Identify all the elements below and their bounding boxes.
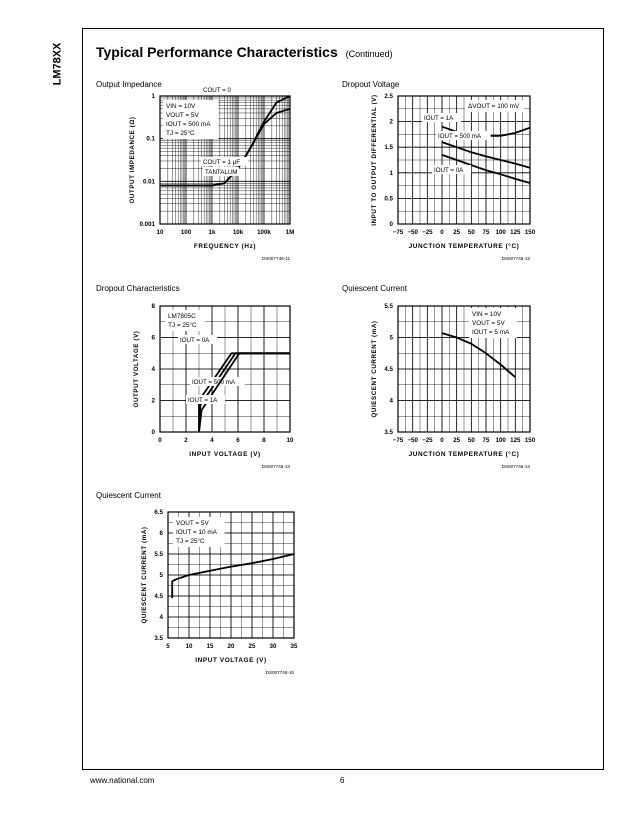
chart-title-quiescent-current-vin: Quiescent Current [96,491,161,500]
legend-line: TJ = 25°C [176,538,205,545]
chart-dropout-characteristics [118,298,328,476]
legend-line: IOUT = 10 mA [176,529,217,536]
x-tick-label: 100k [257,229,271,236]
x-tick-label: 10 [286,437,294,444]
x-tick-label: −75 [392,229,404,236]
legend-line: IOUT = 500 mA [166,121,211,128]
x-tick-label: 35 [290,643,298,650]
side-label-text: LM78XX [51,42,64,86]
x-tick-label: 8 [262,437,266,444]
legend-line: VOUT = 5V [472,320,505,327]
footer-url: www.national.com [90,776,155,785]
y-tick-label: 5.5 [154,551,163,558]
chart-output-impedance [118,88,328,270]
legend-line: LM7805C [168,313,196,320]
x-axis-label: INPUT VOLTAGE (V) [189,451,261,458]
y-tick-label: 6 [151,334,155,342]
series-label: IOUT = 0A [434,167,464,174]
y-tick-label: 5 [159,572,163,579]
x-tick-label: 25 [453,229,461,236]
x-tick-label: 150 [524,229,536,236]
legend-line: VIN = 10V [472,311,502,318]
y-tick-label: 0.01 [142,178,155,186]
x-tick-label: 6 [236,437,240,444]
series-line-1 [172,554,294,598]
chart-quiescent-current-vin [118,504,328,682]
legend-line: IOUT = 5 mA [472,329,510,336]
x-tick-label: 10k [232,229,244,236]
y-tick-label: 0.001 [139,221,155,228]
series-label: IOUT = 1A [424,115,454,122]
x-tick-label: 100 [495,437,506,444]
x-tick-label: 1k [208,229,216,236]
y-axis-label: OUTPUT IMPEDANCE (Ω) [129,116,136,204]
x-tick-label: −50 [407,229,418,236]
x-tick-label: 1M [285,229,295,236]
series-label: COUT = 1 μF [203,159,240,166]
y-tick-label: 6 [159,530,163,537]
chart-title-quiescent-current-temp: Quiescent Current [342,284,407,293]
chart-title-output-impedance: Output Impedance [96,80,162,89]
y-tick-label: 0.1 [146,135,155,143]
series-label: IOUT = 500 mA [438,133,482,140]
y-tick-label: 1 [151,93,155,100]
legend-line: VOUT = 5V [176,520,209,527]
y-tick-label: 0.5 [384,195,393,203]
figure-code: DS007746-11 [261,256,290,261]
figure-code: DS007746-14 [501,464,530,469]
legend-line: TJ = 25°C [168,322,197,329]
x-tick-label: 5 [166,643,170,650]
x-axis-label: JUNCTION TEMPERATURE (°C) [408,451,520,458]
series-label: IOUT = 500 mA [192,379,236,386]
chart-dropout-voltage [362,88,578,270]
x-axis-label: INPUT VOLTAGE (V) [195,657,267,664]
chart-title-dropout-characteristics: Dropout Characteristics [96,284,180,293]
y-tick-label: 8 [151,303,155,310]
y-axis-label: OUTPUT VOLTAGE (V) [133,330,140,408]
y-axis-label: INPUT TO OUTPUT DIFFERENTIAL (V) [371,94,378,226]
y-axis-label: QUIESCENT CURRENT (mA) [141,526,148,624]
x-axis-label: FREQUENCY (Hz) [193,243,257,250]
x-tick-label: 125 [510,437,521,444]
x-tick-label: 10 [156,229,164,236]
y-tick-label: 1 [389,169,393,177]
x-tick-label: 50 [467,437,475,444]
y-tick-label: 2.5 [384,93,393,100]
x-tick-label: 25 [453,437,461,444]
y-tick-label: 5.5 [384,303,393,310]
series-line-3 [199,353,290,432]
chart-title-dropout-voltage: Dropout Voltage [342,80,400,89]
x-tick-label: 100 [180,229,192,236]
legend-line: VOUT = 5V [166,112,199,119]
y-tick-label: 0 [389,221,393,228]
y-tick-label: 2 [389,118,393,126]
x-tick-label: 0 [440,229,444,236]
footer-page-number: 6 [340,776,345,785]
x-tick-label: 125 [510,229,521,236]
series-label: IOUT = 1A [188,397,218,404]
legend-line: VIN = 10V [166,103,196,110]
x-tick-label: 15 [206,643,214,650]
y-tick-label: 0 [151,429,155,436]
y-tick-label: 1.5 [384,144,393,152]
y-tick-label: 4.5 [154,593,163,600]
x-axis-label: JUNCTION TEMPERATURE (°C) [408,243,520,250]
x-tick-label: 0 [158,437,162,444]
annotation-tantalum: TANTALUM [205,169,238,176]
y-tick-label: 4.5 [384,366,393,373]
x-tick-label: 25 [248,643,256,650]
series-label: IOUT = 0A [180,337,210,344]
x-tick-label: 150 [524,437,536,444]
side-part-label [51,26,74,106]
legend-line: TJ = 25°C [166,130,195,137]
x-tick-label: −25 [422,437,433,444]
figure-code: DS007746-15 [265,670,294,675]
x-tick-label: −25 [422,229,433,236]
y-axis-label: QUIESCENT CURRENT (mA) [371,320,378,418]
y-tick-label: 4 [151,366,155,373]
x-tick-label: 100 [495,229,506,236]
y-tick-label: 4 [389,397,393,405]
figure-code: DS007746-12 [501,256,530,261]
x-tick-label: 50 [467,229,475,236]
x-tick-label: −50 [407,437,418,444]
y-tick-label: 3.5 [384,429,393,436]
y-tick-label: 3.5 [154,635,163,642]
x-tick-label: −75 [392,437,404,444]
y-tick-label: 5 [389,334,393,342]
x-tick-label: 10 [185,643,193,650]
x-tick-label: 75 [482,437,490,444]
x-tick-label: 0 [440,437,444,444]
page-title [96,44,393,60]
y-tick-label: 2 [151,397,155,405]
page-title-suffix: (Continued) [345,49,393,59]
x-tick-label: 2 [184,437,188,444]
series-label: COUT = 0 [203,87,231,94]
x-tick-label: 75 [482,229,490,236]
figure-code: DS007746-13 [261,464,290,469]
legend-line: ΔVOUT = 100 mV [468,103,520,110]
page-title-text: Typical Performance Characteristics [96,44,338,60]
chart-quiescent-current-temp [362,298,578,476]
x-tick-label: 4 [210,437,214,444]
x-tick-label: 20 [227,643,235,650]
x-tick-label: 30 [269,643,277,650]
y-tick-label: 6.5 [154,509,163,516]
y-tick-label: 4 [159,614,163,621]
